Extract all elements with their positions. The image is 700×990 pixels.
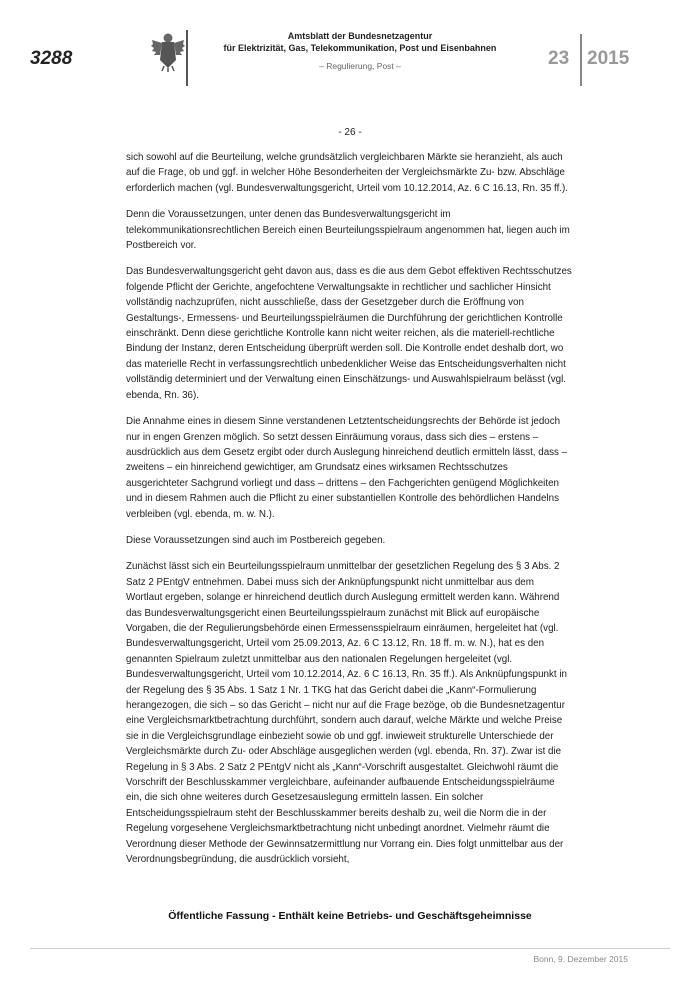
gazette-subtitle: – Regulierung, Post – — [319, 61, 401, 71]
federal-eagle-icon — [150, 30, 186, 72]
paragraph: Zunächst lässt sich ein Beurteilungsspielraum unmittelbar der gesetzlichen Regelung des § 3 Abs. 2 Satz 2 PEntgV entnehmen. Dabei muss sich der Anknüpfungspunkt nicht unmittelbar aus dem Wortlaut ergeben, solange er hinreichend deutlich durch Auslegung ermittelt werden kann. Während das Bundesverwaltungsgericht einen Beurteilungsspielraum zunächst mit Blick auf europäische Vorgaben, die der Regulierungsbehörde einen Ermessensspielraum einräumen, hergeleitet hat (vgl. Bundesverwaltungsgericht, Urteil vom 25.09.2013, Az. 6 C 13.12, Rn. 18 ff. m. w. N.), hat es den genannten Spielraum zuletzt unmittelbar aus den nationalen Regelungen hergeleitet (vgl. Bundesverwaltungsgericht, Urteil vom 10.12.2014, Az. 6 C 16.13, Rn. 35 ff.). Als Anknüpfungspunkt in der Regelung des § 35 Abs. 1 Satz 1 Nr. 1 TKG hat das Gericht dabei die „Kann“-Formulierung herangezogen, die sich – so das Gericht – nicht nur auf die Frage bezöge, ob die Bundesnetzagentur eine Vergleichsmarktbetrachtung durchführt, sondern auch darauf, welche Märkte und welche Preise sie in die Vergleichsgrundlage einbezieht sowie ob und ggf. inwieweit strukturelle Unterschiede der Vergleichsmärkte durch Zu- oder Abschläge ausgeglichen werden (vgl. ebenda, Rn. 37). Zwar ist die Regelung in § 3 Abs. 2 Satz 2 PEntgV nicht als „Kann“-Vorschrift ausgestaltet. Gleichwohl räumt die Vorschrift der Beschlusskammer vergleichbare, aufeinander aufbauende Entscheidungsspielräume ein, die sich ohne weiteres durch Gesetzesauslegung ermitteln lassen. Ein solcher Entscheidungsspielraum steht der Beschlusskammer bereits deshalb zu, weil die Norm die in der Regelung vorgesehene Vergleichsmarktbetrachtung nicht unbedingt anordnet. Vielmehr räumt die Verordnung dieser Methode der Gewinnsatzermittlung nur Vorrang ein. Dies folgt unmittelbar aus der Verordnungsbegründung, die ausdrücklich vorsieht, — [126, 561, 567, 866]
footer-date: Bonn, 9. Dezember 2015 — [533, 954, 628, 964]
issue-year: 2015 — [587, 48, 630, 69]
paragraph: Die Annahme eines in diesem Sinne verstandenen Letztentscheidungsrechts der Behörde ist jedoch nur in engen Grenzen möglich. So setzt dessen Einräumung voraus, dass sich dies – erstens – ausdrücklich aus dem Gesetz ergibt oder durch Auslegung hinreichend deutlich ermitteln lässt, dass – zweitens – ein hinreichend gewichtiger, am Grundsatz eines wirksamen Rechtsschutzes ausgerichteter Sachgrund vorliegt und dass – drittens – den Fachgerichten genügend Möglichkeiten und in diesem Rahmen auch die Pflicht zu einer substantiellen Kontrolle des behördlichen Handelns verbleiben (vgl. ebenda, m. w. N.). — [126, 416, 568, 520]
issue-divider — [580, 34, 582, 86]
paragraph: sich sowohl auf die Beurteilung, welche grundsätzlich vergleichbaren Märkte sie heranzieht, als auch auf die Frage, ob und ggf. in welcher Höhe Besonderheiten der Vergleichsmärkte Zu- bzw. Abschläge erforderlich machen (vgl. Bundesverwaltungsgericht, Urteil vom 10.12.2014, Az. 6 C 16.13, Rn. 35 ff.). — [126, 152, 568, 194]
document-page-number: - 26 - — [338, 127, 362, 138]
paragraph: Denn die Voraussetzungen, unter denen das Bundesverwaltungsgericht im telekommunikationsrechtlichen Bereich einen Beurteilungsspielraum angenommen hat, liegen auch im Postbereich vor. — [126, 209, 570, 252]
issue-number: 23 — [548, 48, 570, 69]
footer-divider — [30, 948, 670, 949]
gazette-title — [200, 30, 520, 54]
public-version-notice: Öffentliche Fassung - Enthält keine Betriebs- und Geschäftsgeheimnisse — [168, 910, 532, 922]
gazette-title-line2: für Elektrizität, Gas, Telekommunikation, Post und Eisenbahnen — [223, 43, 497, 53]
document-body — [126, 150, 572, 878]
page-number: 3288 — [30, 48, 73, 69]
paragraph: Das Bundesverwaltungsgericht geht davon aus, dass es die aus dem Gebot effektiven Rechtsschutzes folgende Pflicht der Gerichte, angefochtene Verwaltungsakte in rechtlicher und sachlicher Hinsicht vollständig nachzuprüfen, nicht ausschließe, dass der Gesetzgeber durch die Eröffnung von Gestaltungs-, Ermessens- und Beurteilungsspielräumen die Durchführung der gerichtlichen Kontrolle einschränkt. Denn diese gerichtliche Kontrolle kann nicht weiter reichen, als die materiell-rechtliche Bindung der Instanz, deren Entscheidung überprüft werden soll. Die Kontrolle endet deshalb dort, wo das materielle Recht in verfassungsrechtlich unbedenklicher Weise das Entscheidungsverhalten nicht vollständig determiniert und der Verwaltung einen Einschätzungs- und Auswahlspielraum belässt (vgl. ebenda, Rn. 36). — [126, 266, 572, 401]
header-divider — [186, 30, 188, 86]
paragraph: Diese Voraussetzungen sind auch im Postbereich gegeben. — [126, 534, 386, 546]
gazette-title-line1: Amtsblatt der Bundesnetzagentur — [287, 31, 433, 41]
